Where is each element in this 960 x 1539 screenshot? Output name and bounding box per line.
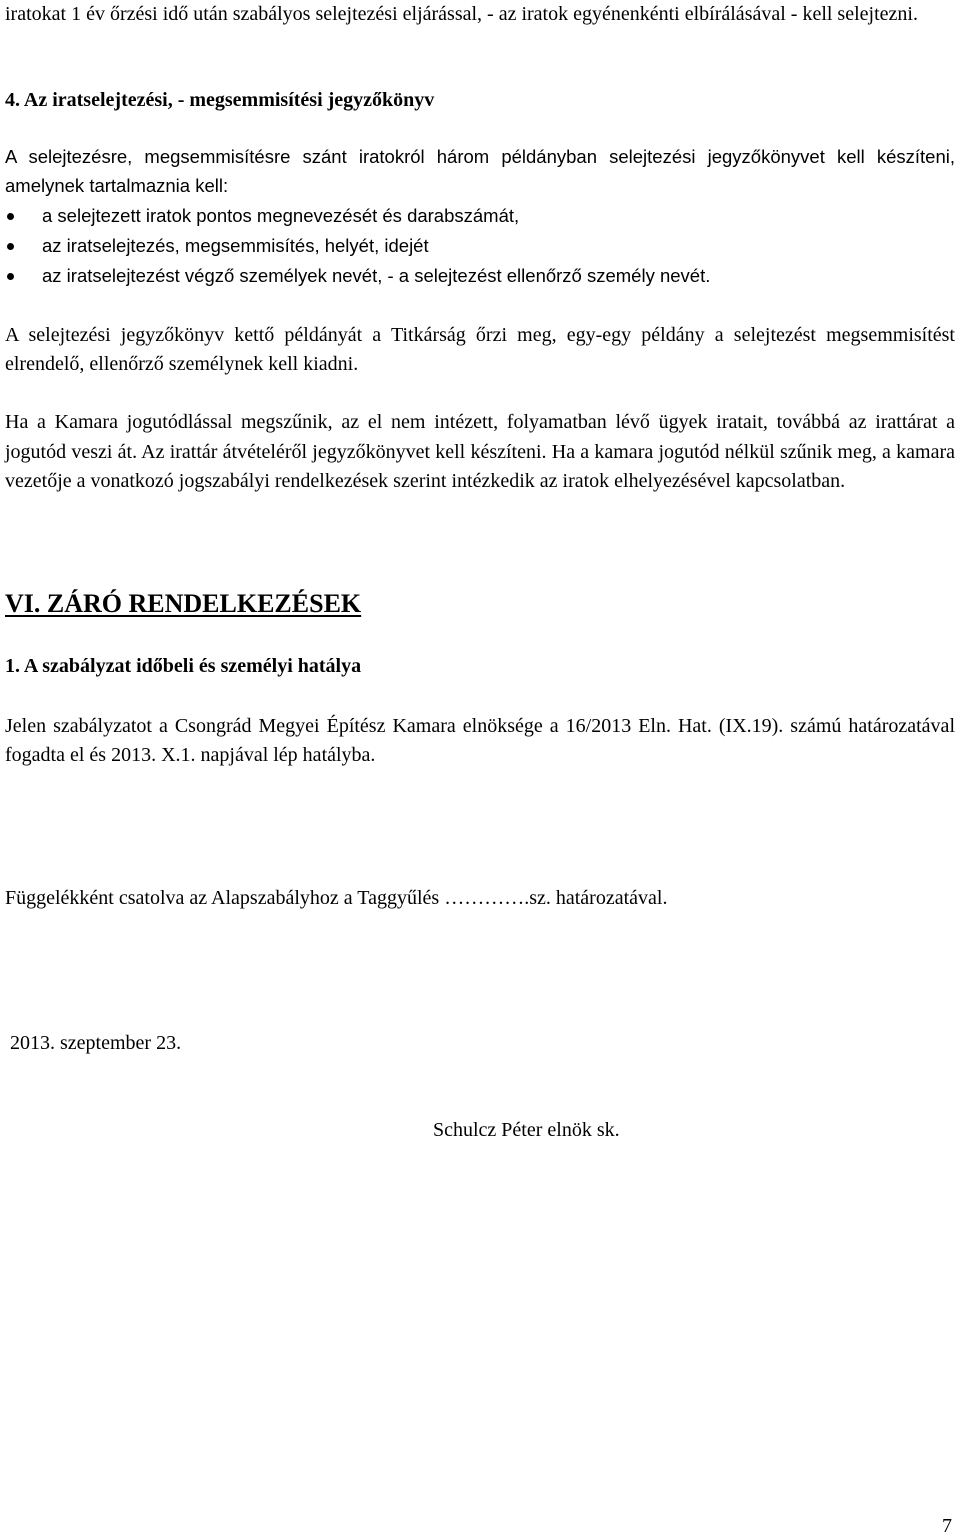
continuation-paragraph: iratokat 1 év őrzési idő után szabályos selejtezési eljárással, - az iratok egyénenkénti elbírálásával - kell selejtezni. <box>5 3 918 25</box>
list-item <box>5 201 955 231</box>
signature-line: Schulcz Péter elnök sk. <box>433 1119 620 1141</box>
section-4-heading: 4. Az iratselejtezési, - megsemmisítési jegyzőkönyv <box>5 89 435 111</box>
list-item-text: az iratselejtezést végző személyek nevét, - a selejtezést ellenőrző személy nevét. <box>42 265 711 286</box>
section-6-subtitle: 1. A szabályzat időbeli és személyi hatálya <box>5 655 362 677</box>
bullet-icon <box>7 273 14 280</box>
page-number: 7 <box>942 1515 952 1537</box>
section-4-paragraph-2: Ha a Kamara jogutódlással megszűnik, az el nem intézett, folyamatban lévő ügyek iratait, továbbá az irattárat a jogutód veszi át. Az irattár átvételéről jegyzőkönyvet kell készíteni. Ha a kamara jogutód nélkül szűnik meg, a kamara vezetője a vonatkozó jogszabályi rendelkezések szerint intézkedik az iratok elhelyezésével kapcsolatban. <box>5 411 955 492</box>
section-4-paragraph-1: A selejtezési jegyzőkönyv kettő példányát a Titkárság őrzi meg, egy-egy példány a selejtezést megsemmisítést elrendelő, ellenőrző személynek kell kiadni. <box>5 324 955 375</box>
document-date: 2013. szeptember 23. <box>10 1032 182 1054</box>
bullet-icon <box>7 213 14 220</box>
section-4-intro: A selejtezésre, megsemmisítésre szánt iratokról három példányban selejtezési jegyzőkönyvet kell készíteni, amelynek tartalmaznia kell: <box>5 146 955 196</box>
list-item <box>5 261 955 291</box>
section-6-paragraph: Jelen szabályzatot a Csongrád Megyei Építész Kamara elnöksége a 16/2013 Eln. Hat. (IX.19). számú határozatával fogadta el és 2013. X.1. napjával lép hatályba. <box>5 715 955 766</box>
section-6-title: VI. ZÁRÓ RENDELKEZÉSEK <box>5 589 362 618</box>
list-item-text: a selejtezett iratok pontos megnevezését és darabszámát, <box>42 205 520 226</box>
list-item <box>5 231 955 261</box>
list-item-text: az iratselejtezés, megsemmisítés, helyét, idejét <box>42 235 429 256</box>
bullet-list <box>5 201 955 291</box>
bullet-icon <box>7 243 14 250</box>
appendix-note: Függelékként csatolva az Alapszabályhoz a Taggyűlés ………….sz. határozatával. <box>5 887 668 909</box>
